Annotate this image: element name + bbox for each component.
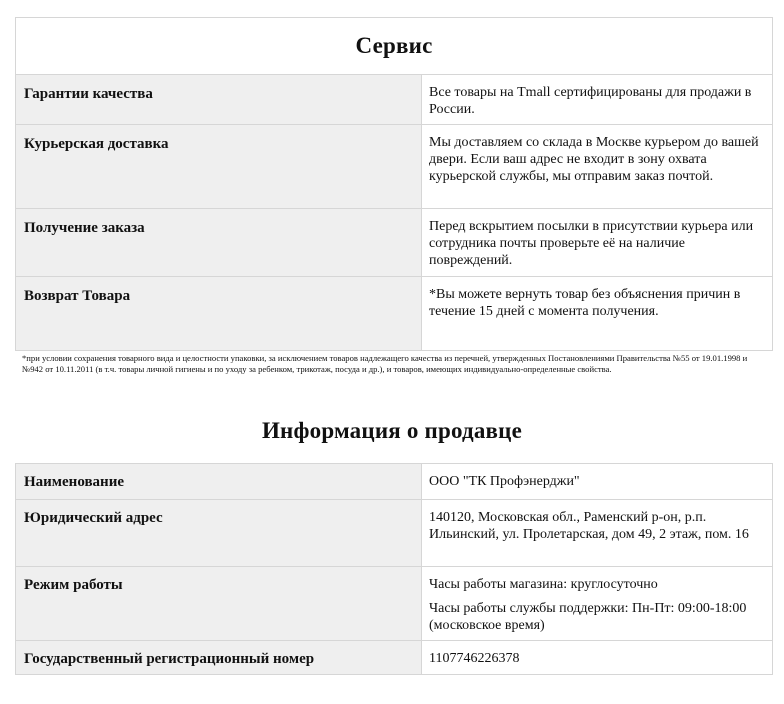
- service-title: Сервис: [355, 33, 433, 58]
- table-row: [16, 567, 773, 641]
- row-label-courier: Курьерская доставка: [16, 125, 422, 209]
- seller-table: [15, 463, 773, 675]
- store-hours-text: Часы работы магазина: круглосуточно: [429, 577, 658, 592]
- seller-name-value: ООО "ТК Профэнерджи": [422, 464, 773, 500]
- table-row: [16, 209, 773, 277]
- seller-reg-label: Государственный регистрационный номер: [16, 641, 422, 675]
- row-value-receipt: Перед вскрытием посылки в присутствии курьера или сотрудника почты проверьте её на наличие повреждений.: [422, 209, 773, 277]
- table-row: [16, 125, 773, 209]
- seller-name-label: Наименование: [16, 464, 422, 500]
- row-label-receipt: Получение заказа: [16, 209, 422, 277]
- service-title-row: [16, 18, 773, 75]
- seller-title: Информация о продавце: [261, 418, 523, 443]
- table-row: [16, 75, 773, 125]
- table-row: [16, 641, 773, 675]
- seller-hours-label: Режим работы: [16, 567, 422, 641]
- table-row: [16, 464, 773, 500]
- row-value-quality: Все товары на Tmall сертифицированы для продажи в России.: [422, 75, 773, 125]
- support-hours-text: Часы работы службы поддержки: Пн-Пт: 09:00-18:00 (московское время): [429, 601, 747, 633]
- seller-address-label: Юридический адрес: [16, 500, 422, 567]
- row-label-quality: Гарантии качества: [16, 75, 422, 125]
- seller-address-value: 140120, Московская обл., Раменский р-он, р.п. Ильинский, ул. Пролетарская, дом 49, 2 этаж, пом. 16: [422, 500, 773, 567]
- seller-hours-value: [422, 567, 773, 641]
- return-footnote: *при условии сохранения товарного вида и целостности упаковки, за исключением товаров надлежащего качества из перечней, утвержденных Постановлениями Правительства №55 от 19.01.1998 и №942 от 10.11.2011 (в т.ч. товары личной гигиены и по уходу за ребенком, трикотаж, посуда и др.), и товаров, имеющих индивидуально-определенные свойства.: [22, 353, 748, 374]
- table-row: [16, 500, 773, 567]
- row-value-courier: Мы доставляем со склада в Москве курьером до вашей двери. Если ваш адрес не входит в зону охвата курьерской службы, мы отправим заказ почтой.: [422, 125, 773, 209]
- row-value-return: *Вы можете вернуть товар без объяснения причин в течение 15 дней с момента получения.: [422, 277, 773, 351]
- seller-reg-value: 1107746226378: [422, 641, 773, 675]
- table-row: [16, 277, 773, 351]
- row-label-return: Возврат Товара: [16, 277, 422, 351]
- service-table: [15, 17, 773, 351]
